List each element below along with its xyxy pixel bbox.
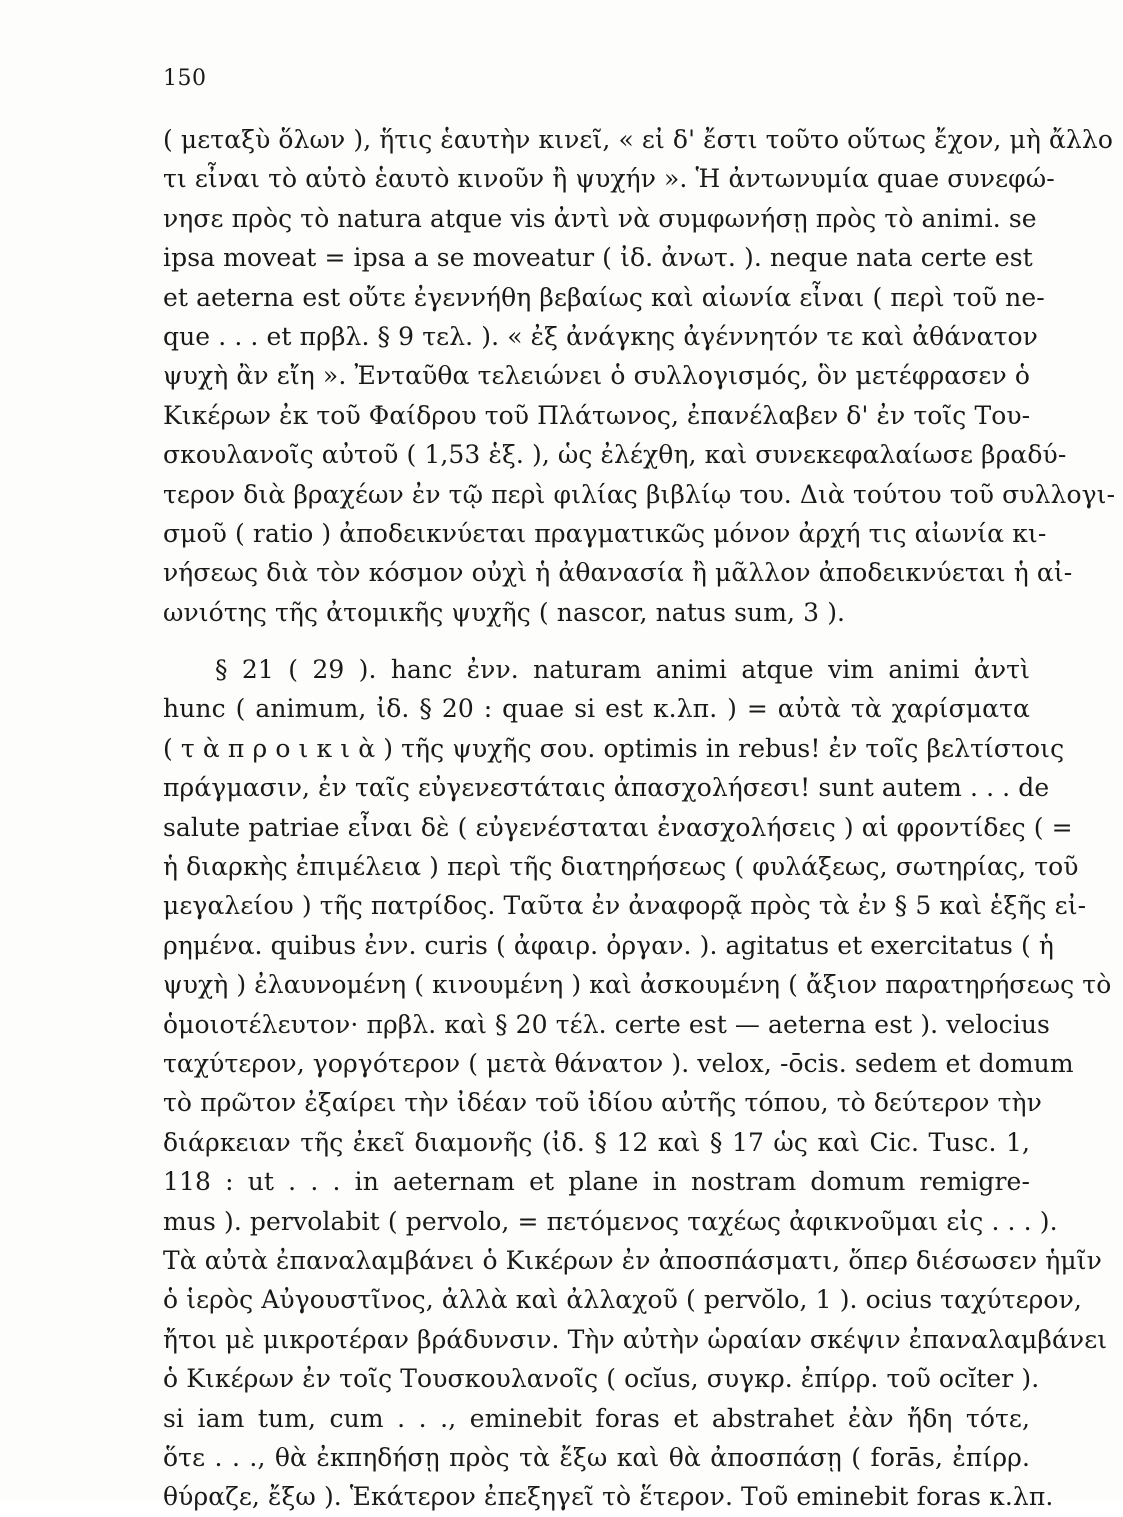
paragraph-2 — [163, 650, 1112, 1517]
text-line: ἤτοι μὲ μικροτέραν βράδυνσιν. Τὴν αὐτὴν ὡραίαν σκέψιν ἐπαναλαμβάνει — [163, 1324, 1108, 1354]
text-line: mus ). pervolabit ( pervolo, = πετόμενος ταχέως ἀφικνοῦμαι εἰς . . . ). — [163, 1206, 1058, 1236]
paragraph-1 — [163, 120, 1116, 632]
commentary-text — [163, 120, 1116, 1517]
text-line: 118 : ut . . . in aeternam et plane in nostram domum remigre- — [163, 1167, 1030, 1197]
text-line: διάρκειαν τῆς ἐκεῖ διαμονῆς (ἰδ. § 12 καὶ § 17 ὡς καὶ Cic. Tusc. 1, — [163, 1127, 1030, 1157]
text-line: ρημένα. quibus ἐνν. curis ( ἀφαιρ. ὀργαν. ). agitatus et exercitatus ( ἡ — [163, 930, 1054, 960]
text-line: hunc ( animum, ἰδ. § 20 : quae si est κ.λπ. ) = αὐτὰ τὰ χαρίσματα — [163, 694, 1030, 724]
text-line: μεγαλείου ) τῆς πατρίδος. Ταῦτα ἐν ἀναφορᾷ πρὸς τὰ ἐν § 5 καὶ ἑξῆς εἰ- — [163, 891, 1087, 921]
text-line: ἡ διαρκὴς ἐπιμέλεια ) περὶ τῆς διατηρήσεως ( φυλάξεως, σωτηρίας, τοῦ — [163, 852, 1079, 882]
page-number: 150 — [163, 66, 207, 91]
text-line: σκουλανοῖς αὐτοῦ ( 1,53 ἑξ. ), ὡς ἐλέχθη, καὶ συνεκεφαλαίωσε βραδύ- — [163, 440, 1067, 470]
text-line: ὁ ἱερὸς Αὐγουστῖνος, ἀλλὰ καὶ ἀλλαχοῦ ( pervŏlo, 1 ). ocius ταχύτερον, — [163, 1285, 1082, 1315]
text-line: νήσεως διὰ τὸν κόσμον οὐχὶ ἡ ἀθανασία ἢ μᾶλλον ἀποδεικνύεται ἡ αἰ- — [163, 558, 1073, 588]
text-line: si iam tum, cum . . ., eminebit foras et abstrahet ἐὰν ἤδη τότε, — [163, 1403, 1030, 1433]
text-line: σμοῦ ( ratio ) ἀποδεικνύεται πραγματικῶς μόνον ἀρχή τις αἰωνία κι- — [163, 518, 1047, 548]
text-line: que . . . et πρβλ. § 9 τελ. ). « ἐξ ἀνάγκης ἀγέννητόν τε καὶ ἀθάνατον — [163, 321, 1038, 351]
text-line: ( μεταξὺ ὅλων ), ἥτις ἑαυτὴν κινεῖ, « εἰ δ' ἔστι τοῦτο οὕτως ἔχον, μὴ ἄλλο — [163, 125, 1113, 154]
text-line: ὁ Κικέρων ἐν τοῖς Τουσκουλανοῖς ( ocĭus, συγκρ. ἐπίρρ. τοῦ ocĭter ). — [163, 1364, 1040, 1394]
text-line: πράγμασιν, ἐν ταῖς εὐγενεστάταις ἀπασχολήσεσι! sunt autem . . . de — [163, 773, 1050, 803]
text-line: Τὰ αὐτὰ ἐπαναλαμβάνει ὁ Κικέρων ἐν ἀποσπάσματι, ὅπερ διέσωσεν ἡμῖν — [163, 1245, 1102, 1275]
text-line: θύραζε, ἔξω ). Ἑκάτερον ἐπεξηγεῖ τὸ ἕτερον. Τοῦ eminebit foras κ.λπ. — [163, 1482, 1054, 1512]
section-heading-line: § 21 ( 29 ). hanc ἐνν. naturam animi atque vim animi ἀντὶ — [215, 655, 1030, 685]
text-line: ωνιότης τῆς ἀτομικῆς ψυχῆς ( nascor, natus sum, 3 ). — [163, 597, 846, 627]
text-line: salute patriae εἶναι δὲ ( εὐγενέσταται ἐνασχολήσεις ) αἱ φροντίδες ( = — [163, 812, 1073, 842]
text-line: ψυχὴ ) ἐλαυνομένη ( κινουμένη ) καὶ ἀσκουμένη ( ἄξιον παρατηρήσεως τὸ — [163, 970, 1112, 1000]
text-line: τι εἶναι τὸ αὐτὸ ἑαυτὸ κινοῦν ἢ ψυχήν ». Ἡ ἀντωνυμία quae συνεφώ- — [163, 164, 1055, 194]
text-line: ipsa moveat = ipsa a se moveatur ( ἰδ. ἀνωτ. ). neque nata certe est — [163, 243, 1033, 273]
text-line: ( τ ὰ π ρ ο ι κ ι ὰ ) τῆς ψυχῆς σου. optimis in rebus! ἐν τοῖς βελτίστοις — [163, 733, 1065, 763]
text-line: ταχύτερον, γοργότερον ( μετὰ θάνατον ). velox, -ōcis. sedem et domum — [163, 1048, 1074, 1078]
text-line: Κικέρων ἐκ τοῦ Φαίδρου τοῦ Πλάτωνος, ἐπανέλαβεν δ' ἐν τοῖς Του- — [163, 400, 1031, 430]
text-line: τερον διὰ βραχέων ἐν τῷ περὶ φιλίας βιβλίῳ του. Διὰ τούτου τοῦ συλλογι- — [163, 479, 1116, 509]
text-line: ὁμοιοτέλευτον· πρβλ. καὶ § 20 τέλ. certe est — aeterna est ). velocius — [163, 1009, 1050, 1039]
text-line: ψυχὴ ἂν εἴη ». Ἐνταῦθα τελειώνει ὁ συλλογισμός, ὃν μετέφρασεν ὁ — [163, 361, 1030, 391]
text-line: et aeterna est οὔτε ἐγεννήθη βεβαίως καὶ αἰωνία εἶναι ( περὶ τοῦ ne- — [163, 282, 1045, 312]
text-line: ὅτε . . ., θὰ ἐκπηδήσῃ πρὸς τὰ ἔξω καὶ θὰ ἀποσπάσῃ ( forās, ἐπίρρ. — [163, 1442, 1030, 1472]
text-line: νησε πρὸς τὸ natura atque vis ἀντὶ νὰ συμφωνήσῃ πρὸς τὸ animi. se — [163, 203, 1037, 233]
text-line: τὸ πρῶτον ἐξαίρει τὴν ἰδέαν τοῦ ἰδίου αὐτῆς τόπου, τὸ δεύτερον τὴν — [163, 1088, 1042, 1118]
